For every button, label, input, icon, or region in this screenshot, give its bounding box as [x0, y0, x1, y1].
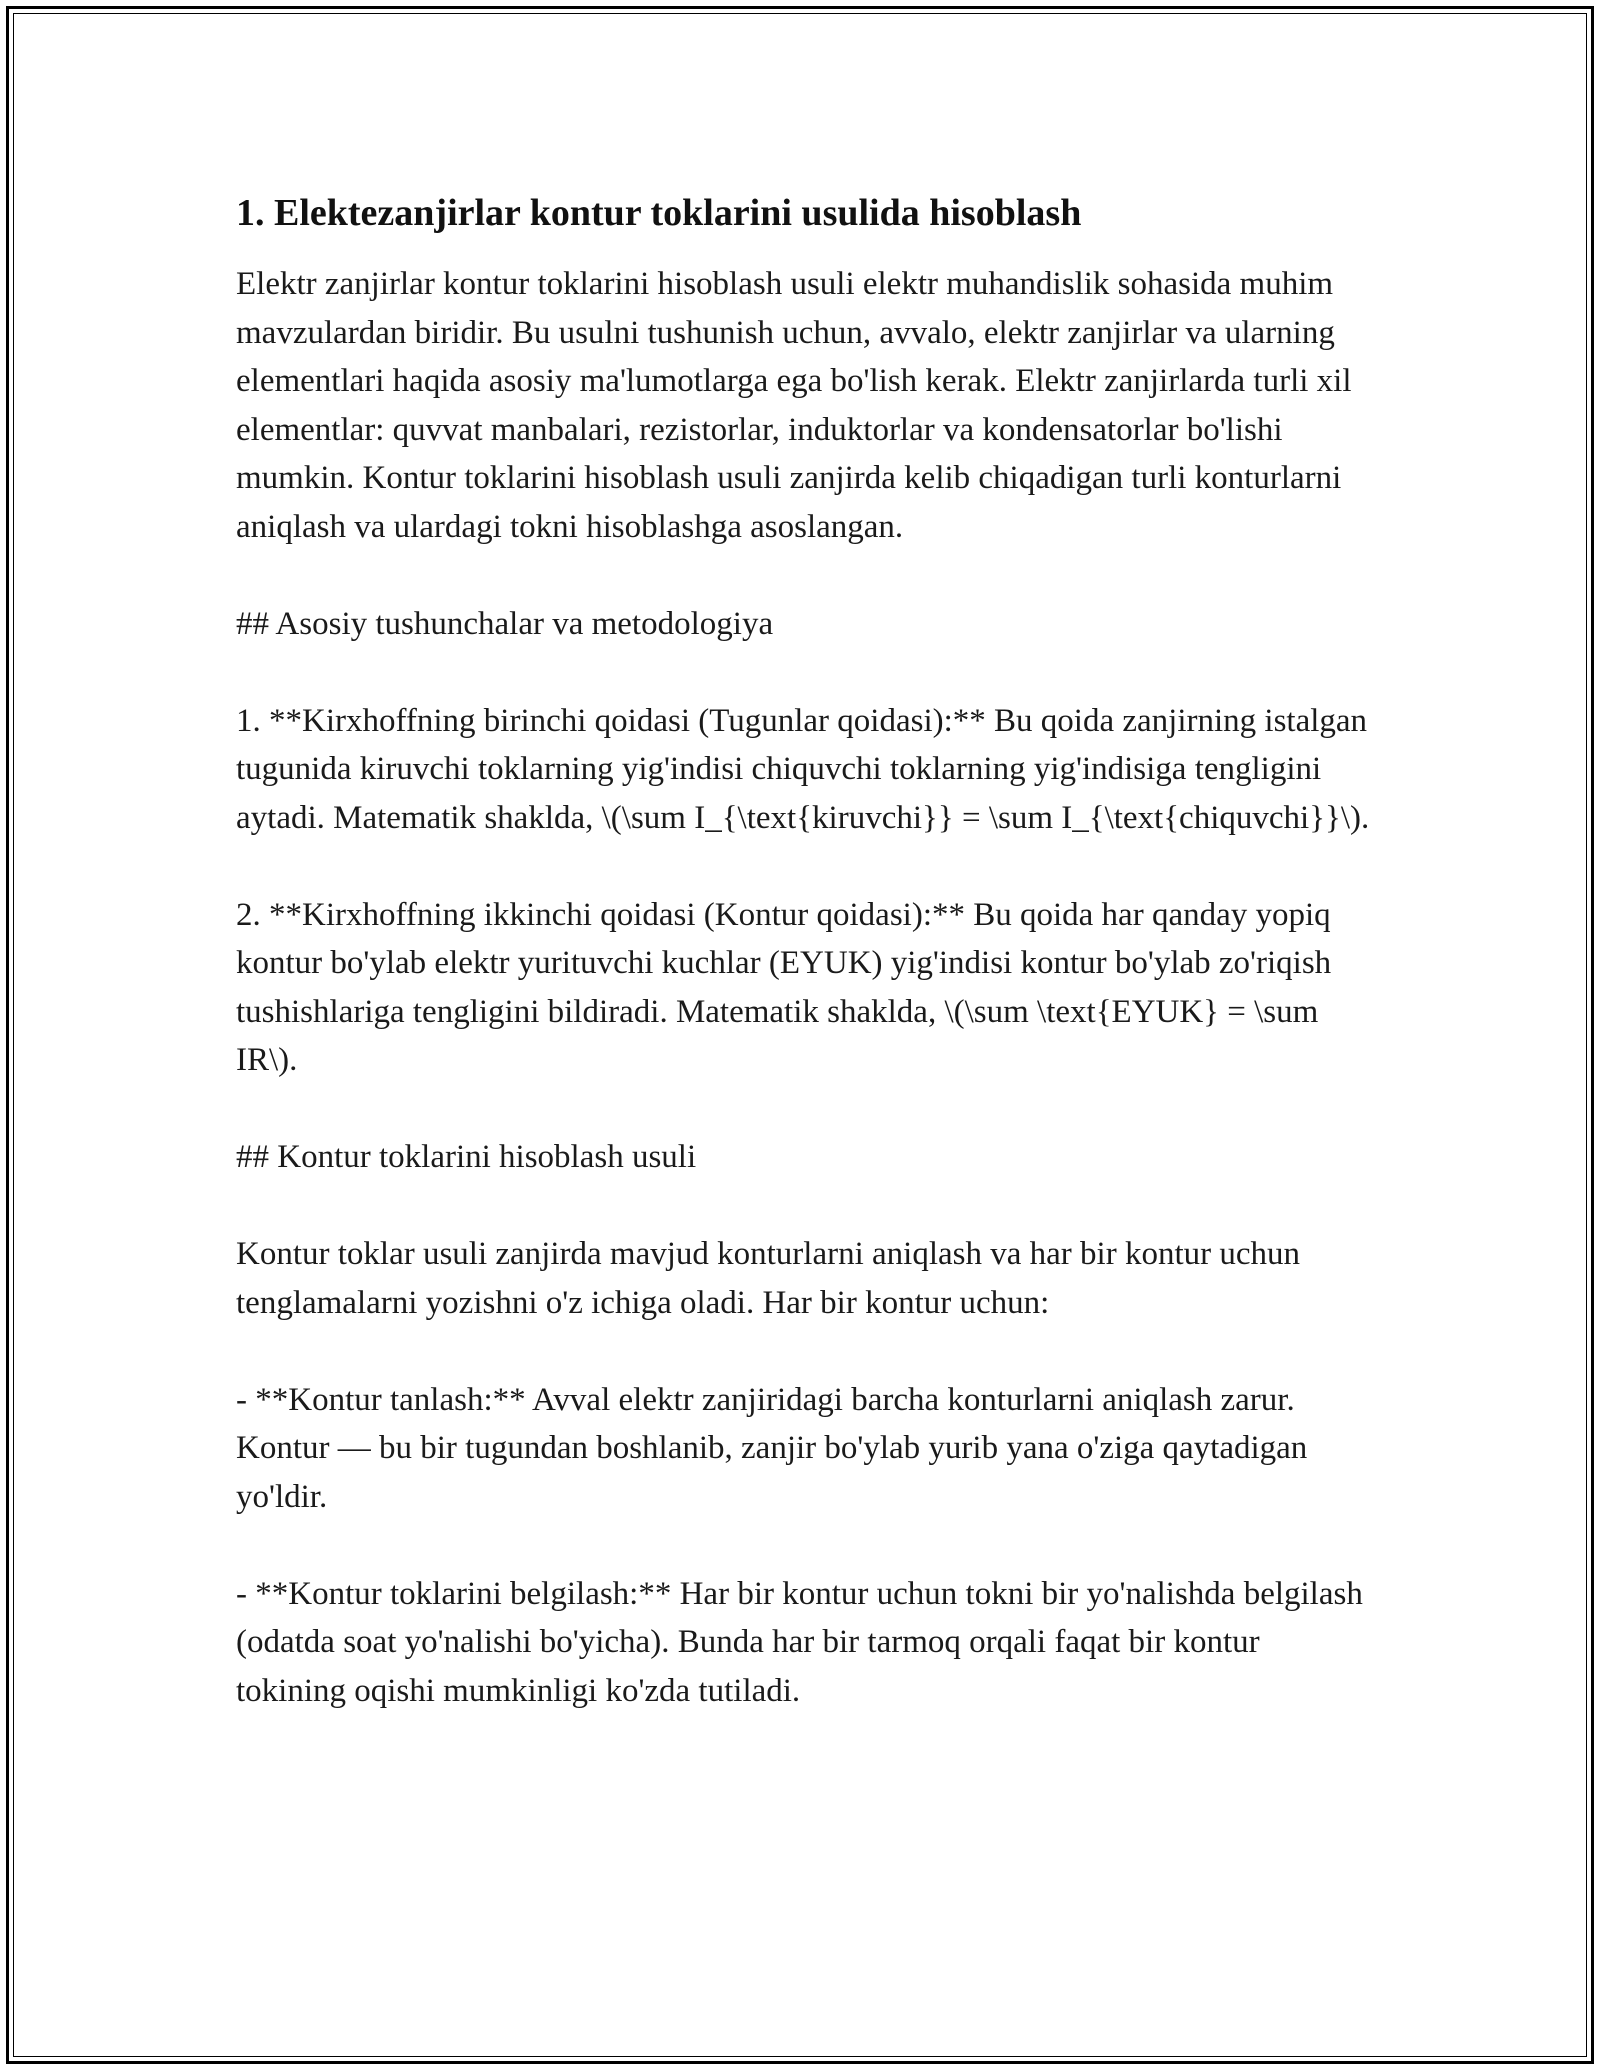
paragraph-method-intro: Kontur toklar usuli zanjirda mavjud konturlarni aniqlash va har bir kontur uchun tenglamalarni yozishni o'z ichiga oladi. Har bir kontur uchun:: [236, 1236, 1300, 1321]
paragraph-intro: Elektr zanjirlar kontur toklarini hisoblash usuli elektr muhandislik sohasida muhim mavzulardan biridir. Bu usulni tushunish uchun, avvalo, elektr zanjirlar va ularning elementlari haqida asosiy ma'lumotlarga ega bo'lish kerak. Elektr zanjirlarda turli xil elementlar: quvvat manbalari, rezistorlar, induktorlar va kondensatorlar bo'lishi mumkin. Kontur toklarini hisoblash usuli zanjirda kelib chiqadigan turli konturlarni aniqlash va ulardagi tokni hisoblashga asoslangan.: [236, 266, 1352, 545]
list-item-contour-selection: - **Kontur tanlash:** Avval elektr zanjiridagi barcha konturlarni aniqlash zarur. Kontur — bu bir tugundan boshlanib, zanjir bo'ylab yurib yana o'ziga qaytadigan yo'ldir.: [236, 1381, 1308, 1515]
paragraph-kirchhoff-first-rule: 1. **Kirxhoffning birinchi qoidasi (Tugunlar qoidasi):** Bu qoida zanjirning istalgan tugunida kiruvchi toklarning yig'indisi chiquvchi toklarning yig'indisiga tengligini aytadi. Matematik shaklda, \(\sum I_{\text{kiruvchi}} = \sum I_{\text{chiquvchi}}\).: [236, 702, 1370, 836]
section-heading-method: ## Kontur toklarini hisoblash usuli: [236, 1139, 697, 1175]
list-item-contour-current-marking: - **Kontur toklarini belgilash:** Har bir kontur uchun tokni bir yo'nalishda belgilash (odatda soat yo'nalishi bo'yicha). Bunda har bir tarmoq orqali faqat bir kontur tokining oqishi mumkinligi ko'zda tutiladi.: [236, 1575, 1363, 1709]
section-heading-basics: ## Asosiy tushunchalar va metodologiya: [236, 605, 774, 642]
document-title: 1. Elektezanjirlar kontur toklarini usulida hisoblash: [236, 192, 1082, 234]
document-body: [236, 188, 1376, 1764]
paragraph-kirchhoff-second-rule: 2. **Kirxhoffning ikkinchi qoidasi (Kontur qoidasi):** Bu qoida har qanday yopiq kontur bo'ylab elektr yurituvchi kuchlar (EYUK) yig'indisi kontur bo'ylab zo'riqish tushishlariga tengligini bildiradi. Matematik shaklda, \(\sum \text{EYUK} = \sum IR\).: [236, 896, 1332, 1078]
